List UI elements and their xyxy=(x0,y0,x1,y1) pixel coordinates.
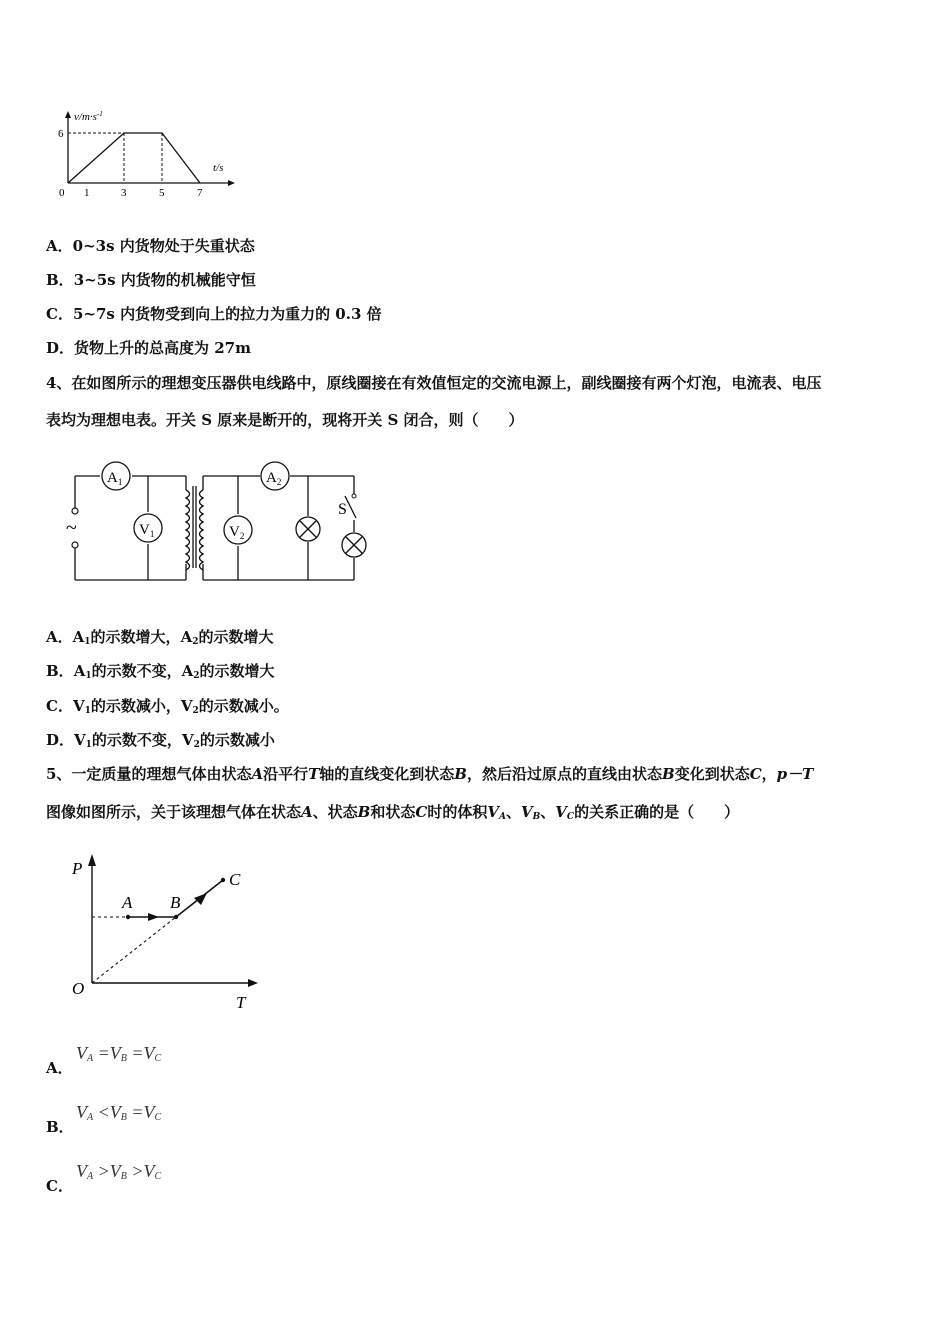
pressure-temperature-graph xyxy=(62,850,262,1015)
q4-option-d: D．$V_1$的示数不变，$V_2$的示数减小 xyxy=(46,731,275,750)
ac-terminal-bottom xyxy=(72,542,78,548)
q5-option-c-label: C． xyxy=(46,1177,73,1195)
switch-pivot xyxy=(352,494,356,498)
t-axis-arrow xyxy=(228,180,235,186)
state-b-label: B xyxy=(170,893,181,912)
t-tick-1: 1 xyxy=(84,187,90,199)
q4-option-c: C．$V_1$的示数减小，$V_2$的示数减小。 xyxy=(46,697,289,716)
q3-option-c: C．5~7s 内货物受到向上的拉力为重力的 0.3 倍 xyxy=(46,305,382,323)
state-c-point xyxy=(221,878,225,882)
p-axis-arrow xyxy=(88,854,96,866)
arrow-b-to-c xyxy=(194,893,207,905)
svg-text:A1: $A_1$ xyxy=(107,470,123,487)
q3-option-a: A．0~3s 内货物处于失重状态 xyxy=(46,237,255,255)
q5-option-a-formula: $V_A =V_B =V_C$ xyxy=(76,1043,162,1064)
velocity-time-graph xyxy=(50,108,240,203)
p-axis-label: P xyxy=(72,859,83,878)
q5-option-b-formula: $V_A <V_B =V_C$ xyxy=(76,1102,162,1123)
q5-option-a-label: A． xyxy=(46,1059,73,1077)
svg-text:V1: $V_1$ xyxy=(139,522,155,539)
ammeter-a2 xyxy=(261,462,289,490)
q4-option-a: A．$A_1$的示数增大，$A_2$的示数增大 xyxy=(46,628,274,647)
origin-label: O xyxy=(72,979,85,998)
t-axis-label: t/s xyxy=(213,162,224,174)
v-tick-6: 6 xyxy=(58,128,64,140)
q4-stem-line2: 表均为理想电表。开关 S 原来是断开的，现将开关 S 闭合，则（ ） xyxy=(46,411,524,429)
ammeter-a1 xyxy=(102,462,130,490)
voltmeter-v1 xyxy=(134,514,162,542)
q3-option-d: D．货物上升的总高度为 27m xyxy=(46,339,251,357)
velocity-curve xyxy=(68,133,200,183)
t-tick-3: 3 xyxy=(121,187,127,199)
transformer-circuit-diagram xyxy=(60,456,370,588)
lamp-1 xyxy=(296,517,320,541)
lamp-2 xyxy=(342,533,366,557)
arrow-a-to-b xyxy=(148,913,159,921)
q5-stem-line1: 5、一定质量的理想气体由状态A沿平行T轴的直线变化到状态B，然后沿过原点的直线由状态B变化到状态C，p－T xyxy=(46,765,814,783)
q4-stem-line1: 4、在如图所示的理想变压器供电线路中，原线圈接在有效值恒定的交流电源上，副线圈接有两个灯泡，电流表、电压 xyxy=(46,374,822,392)
q3-option-b: B．3~5s 内货物的机械能守恒 xyxy=(46,271,256,289)
v-axis-label: $v/m\cdot s^{-1}$ xyxy=(74,110,103,123)
state-c-label: C xyxy=(229,870,241,889)
t-tick-5: 5 xyxy=(159,187,165,199)
state-a-label: A xyxy=(122,893,133,912)
origin-label: 0 xyxy=(59,187,65,199)
t-axis-arrow xyxy=(248,979,258,987)
v-axis-arrow xyxy=(65,111,71,118)
switch-label: S xyxy=(338,501,347,518)
voltmeter-v2 xyxy=(224,516,252,544)
svg-text:A2: $A_2$ xyxy=(266,470,282,487)
ac-terminal-top xyxy=(72,508,78,514)
origin-dashed-line xyxy=(92,917,176,983)
q4-option-b: B．$A_1$的示数不变，$A_2$的示数增大 xyxy=(46,662,275,681)
q5-option-c-formula: $V_A >V_B >V_C$ xyxy=(76,1161,162,1182)
state-a-point xyxy=(126,915,130,919)
ac-source-symbol: ~ xyxy=(66,517,77,539)
q5-option-b-label: B． xyxy=(46,1118,74,1136)
t-tick-7: 7 xyxy=(197,187,203,199)
q5-stem-line2: 图像如图所示，关于该理想气体在状态A、状态B和状态C时的体积$V_A$、$V_B$、$V_C$的关系正确的是（ ） xyxy=(46,803,740,822)
t-axis-label: T xyxy=(236,993,246,1012)
state-b-point xyxy=(174,915,178,919)
svg-text:V2: $V_2$ xyxy=(229,524,245,541)
